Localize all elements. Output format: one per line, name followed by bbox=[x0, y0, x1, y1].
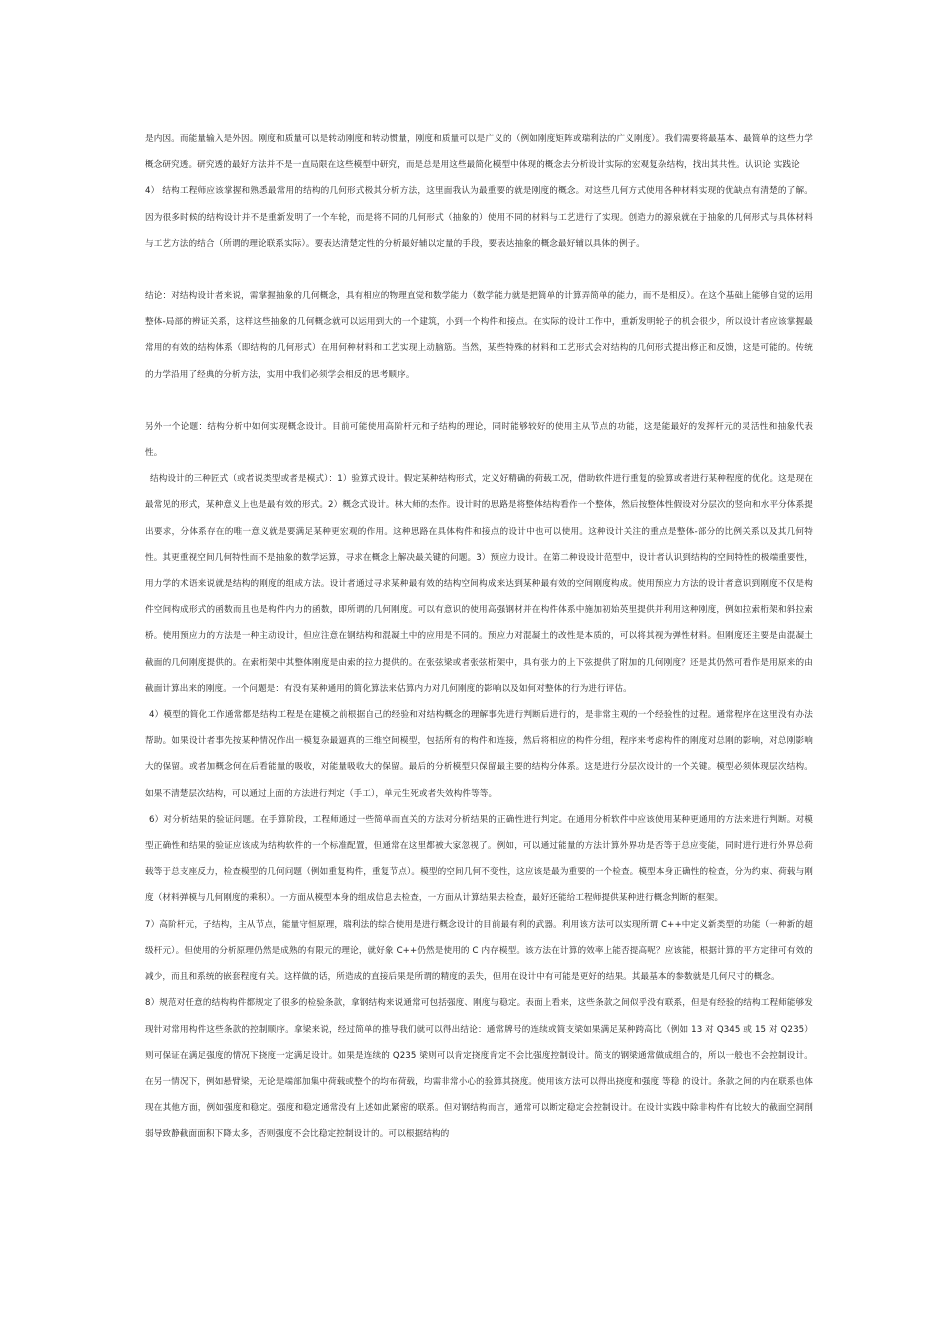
paragraph-3: 结论：对结构设计者来说，需掌握抽象的几何概念，具有相应的物理直觉和数学能力（数学能力就是把简单的计算弄简单的能力，而不是相反）。在这个基础上能够自觉的运用整体-局部的辨证关系，这样这些抽象的几何概念就可以运用到大的一个建筑，小到一个构件和接点。在实际的设计工作中，重新发明轮子的机会很少，所以设计者应该掌握最常用的有效的结构体系（即结构的几何形式）在用何种材料和工艺实现上动脑筋。当然，某些特殊的材料和工艺形式会对结构的几何形式提出修正和反馈，这是可能的。传统的力学沿用了经典的分析方法，实用中我们必须学会相反的思考顺序。 bbox=[145, 291, 813, 380]
paragraph-2: 4） 结构工程师应该掌握和熟悉最常用的结构的几何形式极其分析方法，这里面我认为最重要的就是刚度的概念。对这些几何方式使用各种材料实现的优缺点有清楚的了解。因为很多时候的结构设计并不是重新发明了一个车轮，而是将不同的几何形式（抽象的）使用不同的材料与工艺进行了实现。创造力的源泉就在于抽象的几何形式与具体材料与工艺方法的结合（所谓的理论联系实际）。要表达清楚定性的分析最好辅以定量的手段，要表达抽象的概念最好辅以具体的例子。 bbox=[145, 186, 813, 249]
paragraph-5: 结构设计的三种匠式（或者说类型或者是模式）：1）验算式设计。假定某种结构形式，定义好精确的荷载工况，借助软件进行重复的验算或者进行某种程度的优化。这是现在最常见的形式，某种意义上也是最有效的形式。2）概念式设计。林大师的杰作。设计时的思路是将整体结构看作一个整体，然后按整体性假设对分层次的竖向和水平分体系提出要求，分体系存在的唯一意义就是要满足某种更宏观的作用。这种思路在具体构件和接点的设计中也可以使用。这种设计关注的重点是整体-部分的比例关系以及其几何特性。其更重视空间几何特性而不是抽象的数学运算，寻求在概念上解决最关键的问题。3）预应力设计。在第二种设设计范型中，设计者认识到结构的空间特性的极端重要性，用力学的术语来说就是结构的刚度的组成方法。设计者通过寻求某种最有效的结构空间构成来达到某种最有效的空间刚度构成。使用预应力方法的设计者意识到刚度不仅是构件空间构成形式的函数而且也是构件内力的函数，即所谓的几何刚度。可以有意识的使用高强钢材并在构件体系中施加初始英里提供并利用这种刚度，例如拉索桁架和斜拉索桥。使用预应力的方法是一种主动设计，但应注意在钢结构和混凝土中的应用是不同的。预应力对混凝土的改性是本质的，可以将其视为弹性材料。但刚度还主要是由混凝土截面的几何刚度提供的。在索桁架中其整体刚度是由索的拉力提供的。在张弦梁或者张弦桁架中，具有张力的上下弦提供了附加的几何刚度？还是其仍然可看作是用原来的由截面计算出来的刚度。一个问题是：有没有某种通用的简化算法来估算内力对几何刚度的影响以及如何对整体的行为进行评估。 bbox=[145, 474, 813, 694]
paragraph-8: 7）高阶杆元，子结构，主从节点，能量守恒原理，瑞利法的综合使用是进行概念设计的目前最有利的武器。利用该方法可以实现所谓 C++中定义新类型的功能（一种新的超级杆元）。但使用的分析原理仍然是成熟的有限元的理论，就好象 C++仍然是使用的 C 内存模型。该方法在计算的效率上能否提高呢？应该能，根据计算的平方定律可有效的减少，而且和系统的嵌套程度有关。这样做的话，所造成的直接后果是所谓的精度的丢失，但用在设计中有可能是更好的结果。其最基本的参数就是几何尺寸的概念。 bbox=[145, 919, 813, 983]
paragraph-4: 另外一个论题：结构分析中如何实现概念设计。目前可能使用高阶杆元和子结构的理论，同时能够较好的使用主从节点的功能，这是能最好的发挥杆元的灵活性和抽象代表性。 bbox=[145, 421, 813, 459]
paragraph-6: 4）模型的简化工作通常都是结构工程是在建模之前根据自己的经验和对结构概念的理解事先进行判断后进行的，是非常主观的一个经验性的过程。通常程序在这里没有办法帮助。如果设计者事先按某种情况作出一模复杂最逼真的三维空间模型，包括所有的构件和连接，然后将相应的构件分组，程序来考虑构件的刚度对总刚的影响，对总刚影响大的保留。或者加概念何在后看能量的吸收，对能量吸收大的保留。最后的分析模型只保留最主要的结构分体系。这是进行分层次设计的一个关键。模型必须体现层次结构。如果不清楚层次结构，可以通过上面的方法进行判定（手工），单元生死或者失效构件等等。 bbox=[145, 710, 813, 799]
paragraph-spacer bbox=[145, 388, 813, 414]
paragraph-9: 8）规范对任意的结构构件都规定了很多的检验条款，拿钢结构来说通常可包括强度、刚度与稳定。表面上看来，这些条款之间似乎没有联系，但是有经验的结构工程师能够发现针对常用构件这些条款的控制顺序。拿梁来说，经过简单的推导我们就可以得出结论：通常牌号的连续或简支梁如果满足某种跨高比（例如 13 对 Q345 或 15 对 Q235）则可保证在满足强度的情况下挠度一定满足设计。如果是连续的 Q235 梁则可以肯定挠度肯定不会比强度控制设计。简支的钢梁通常做成组合的，所以一般也不会控制设计。在另一情况下，例如悬臂梁，无论是端部加集中荷载或整个的均布荷载，均需非常小心的验算其挠度。使用该方法可以得出挠度和强度 等稳 的设计。条款之间的内在联系也体现在其他方面，例如强度和稳定。强度和稳定通常没有上述如此紧密的联系。但对钢结构而言，通常可以断定稳定会控制设计。在设计实践中除非构件有比较大的截面空洞削弱导致静截面面积下降太多，否则强度不会比稳定控制设计的。可以根据结构的 bbox=[145, 998, 813, 1140]
paragraph-7: 6）对分析结果的验证问题。在手算阶段，工程师通过一些简单而直关的方法对分析结果的正确性进行判定。在通用分析软件中应该使用某种更通用的方法来进行判断。对模型正确性和结果的验证应该成为结构软件的一个标准配置，但通常在这里都被大家忽视了。例如，可以通过能量的方法计算外界功是否等于总应变能，同时进行进行外界总荷载等于总支座反力，检查模型的几何问题（例如重复构件，重复节点）。模型的空间几何不变性，这应该是最为重要的一个检查。模型本身正确性的检查，分为约束、荷载与刚度（材料弹模与几何刚度的乘积）。一方面从模型本身的组成信息去检查，一方面从计算结果去检查，最好还能给工程师提供某种进行概念判断的框架。 bbox=[145, 814, 813, 904]
paragraph-1: 是内因。而能量输入是外因。刚度和质量可以是转动刚度和转动惯量，刚度和质量可以是广义的（例如刚度矩阵或瑞利法的广义刚度）。我们需要将最基本、最简单的这些力学概念研究透。研究透的最好方法并不是一直局限在这些模型中研究，而是总是用这些最简化模型中体现的概念去分析设计实际的宏观复杂结构，找出其共性。认识论 实践论 bbox=[145, 134, 813, 171]
paragraph-spacer bbox=[145, 257, 813, 283]
